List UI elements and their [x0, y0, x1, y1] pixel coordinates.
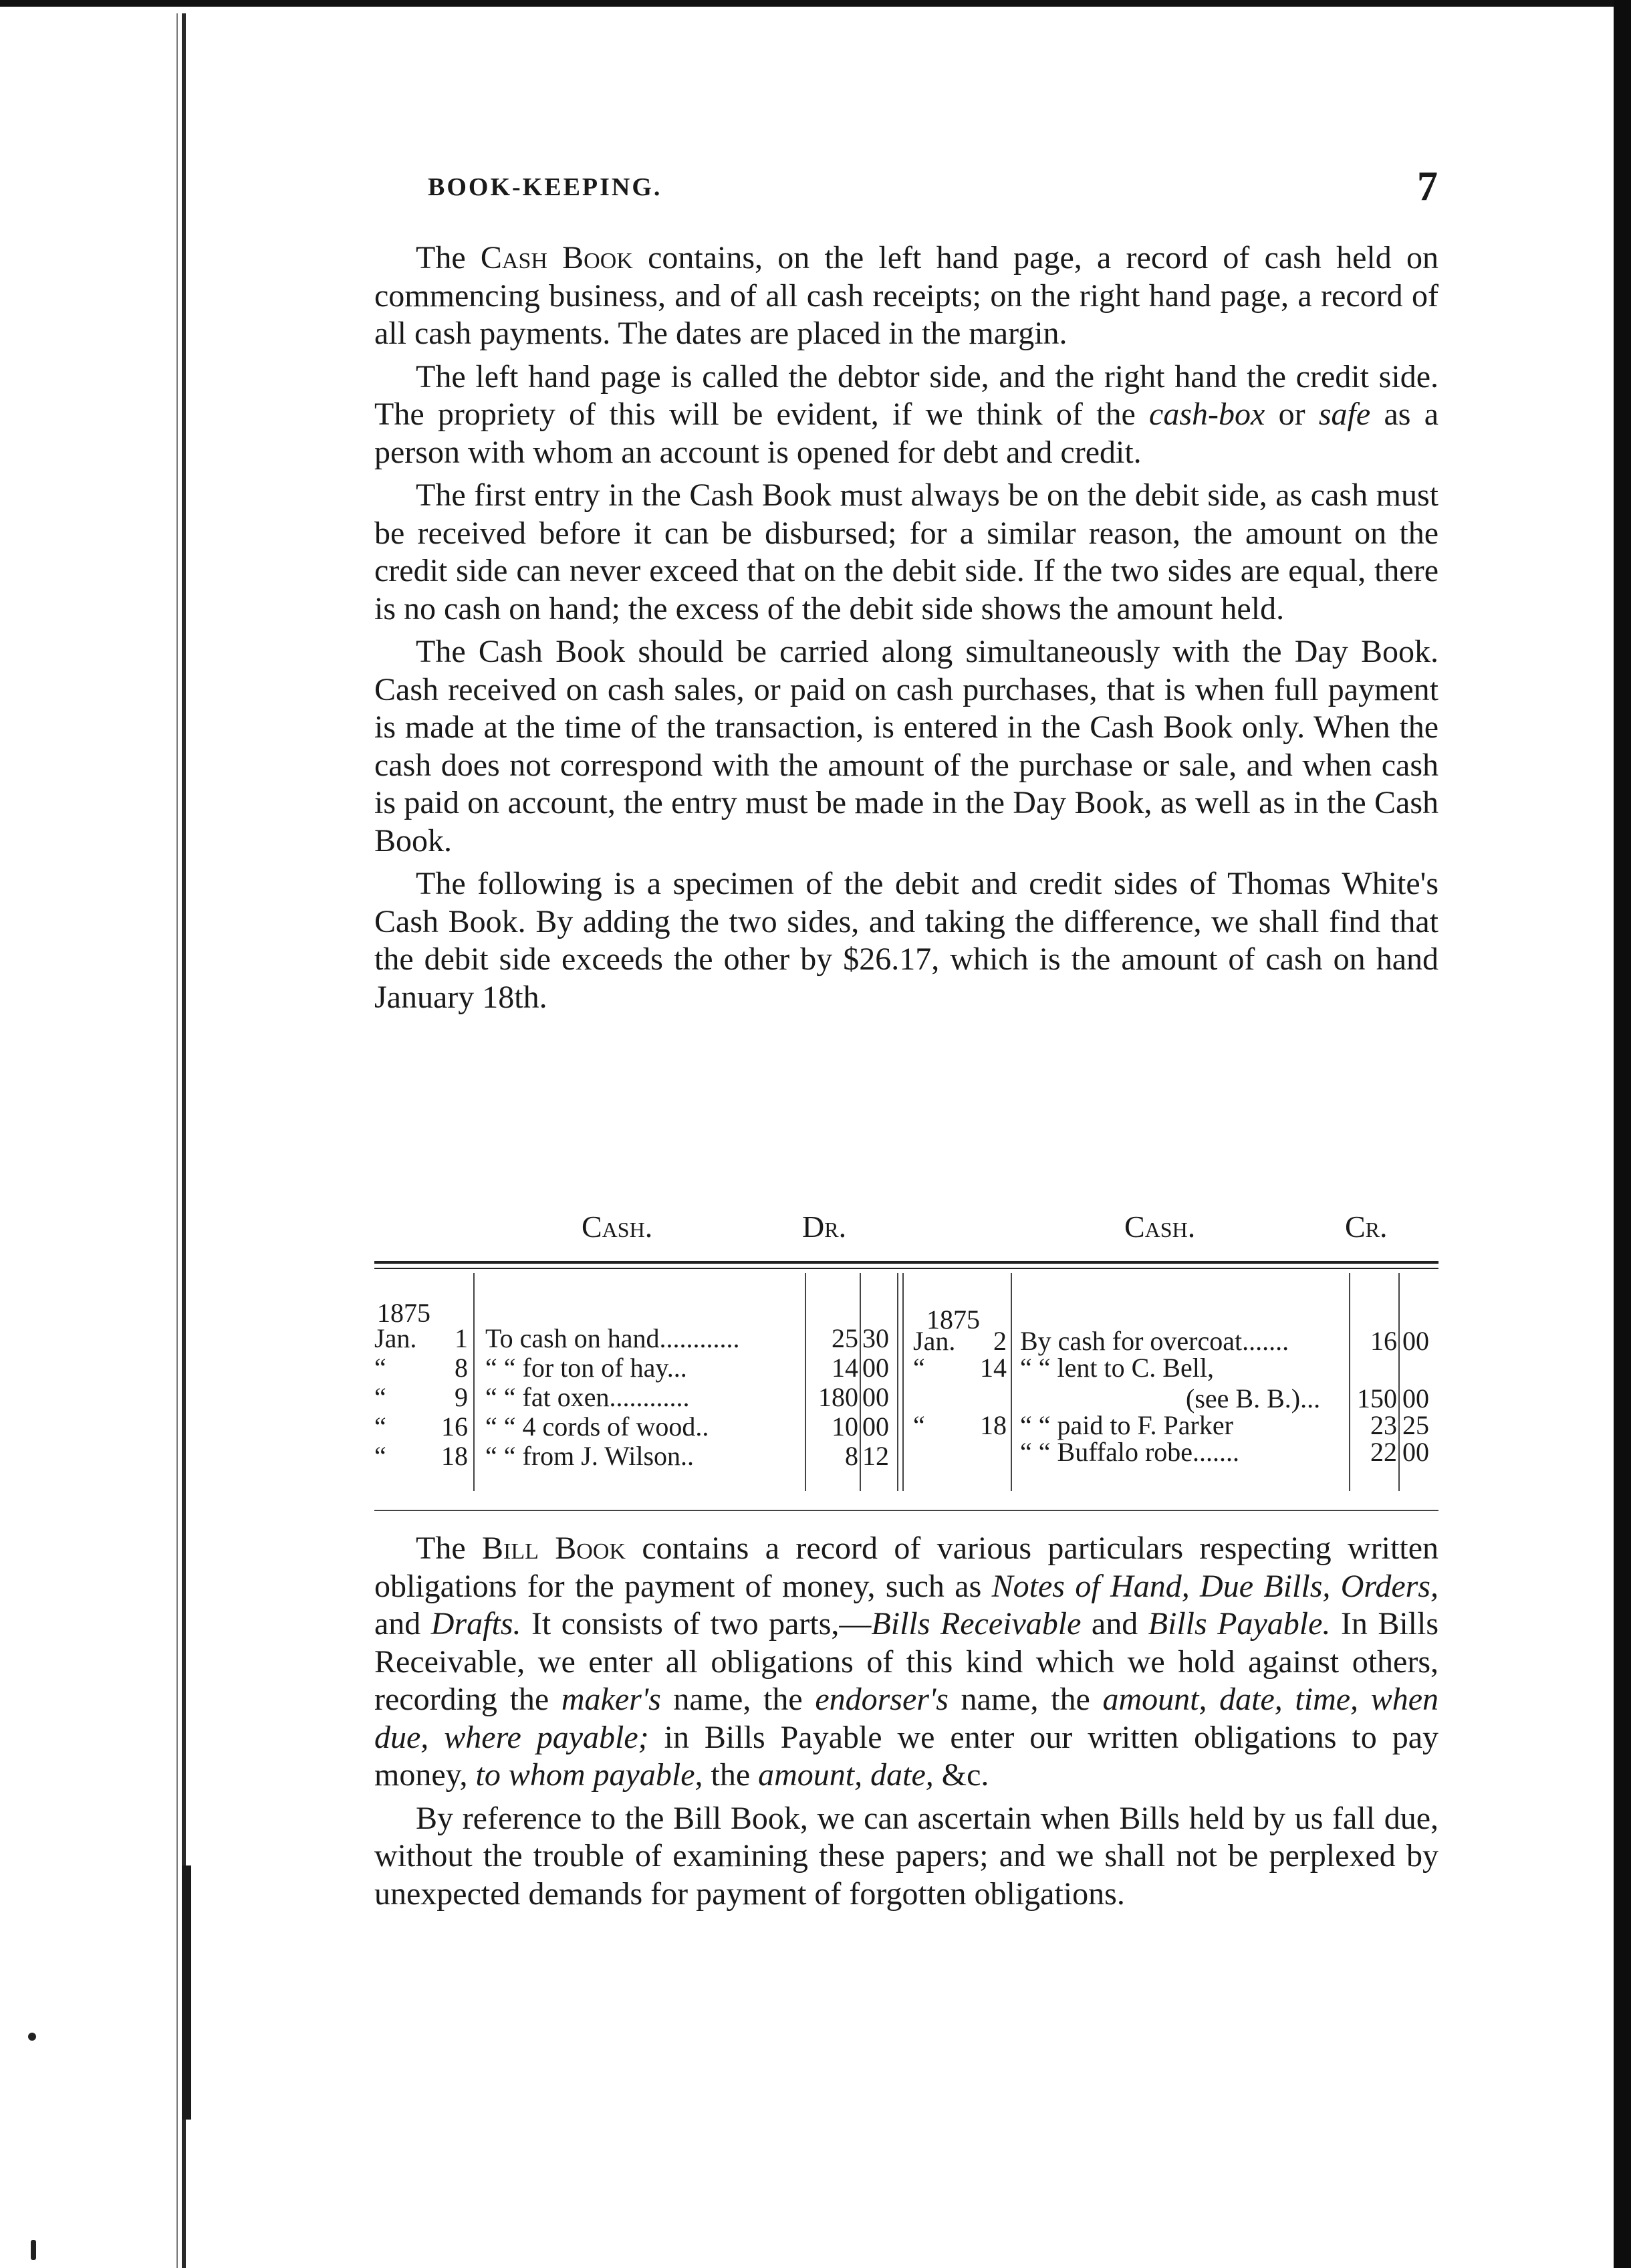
- text-run: in Bills Payable we enter our written obligations to pay money,: [374, 1719, 1438, 1793]
- text-run: Bill Book: [482, 1530, 626, 1566]
- debit-dollars: 180: [818, 1382, 858, 1412]
- debit-cents: 30: [862, 1323, 889, 1353]
- text-run: Notes of Hand, Due Bills, Orders,: [991, 1568, 1438, 1604]
- binding-shadow: [182, 1865, 191, 2120]
- scan-edge-right: [1614, 0, 1631, 2268]
- debit-description: “ “ for ton of hay...: [485, 1353, 687, 1383]
- column-rule: [1398, 1273, 1400, 1491]
- debit-cents: 12: [862, 1441, 889, 1471]
- paragraph-p1: [374, 239, 1438, 353]
- credit-description: “ “ Buffalo robe.......: [1020, 1437, 1240, 1467]
- column-rule: [902, 1273, 904, 1491]
- text-run: Bills Receivable: [871, 1606, 1082, 1641]
- credit-month: “: [913, 1353, 925, 1383]
- paragraph-p7: [374, 1800, 1438, 1914]
- text-run: and: [1081, 1606, 1148, 1641]
- paragraph-p4: [374, 633, 1438, 860]
- debit-day: 16: [441, 1411, 468, 1442]
- text-run: It consists of two parts,—: [521, 1606, 872, 1641]
- debit-description: To cash on hand............: [485, 1323, 740, 1353]
- credit-heading: Cash.: [1124, 1210, 1196, 1244]
- credit-cents: 00: [1402, 1383, 1429, 1413]
- credit-dollars: 22: [1370, 1437, 1397, 1467]
- credit-label: Cr.: [1345, 1210, 1388, 1244]
- debit-year: 1875: [377, 1298, 430, 1328]
- scan-speck: [31, 2240, 36, 2260]
- debit-dollars: 10: [832, 1411, 858, 1442]
- running-head-title: BOOK-KEEPING.: [428, 173, 662, 201]
- text-run: The: [416, 240, 481, 275]
- text-run: or: [1265, 396, 1319, 432]
- text-run: name, the: [948, 1682, 1103, 1717]
- ledger-rule-top-double: [374, 1268, 1438, 1269]
- text-run: contains a record of various particulars respecting written obligations for the payment of money, such as: [374, 1530, 1438, 1604]
- debit-dollars: 14: [832, 1353, 858, 1383]
- text-run: By reference to the Bill Book, we can ascertain when Bills held by us fall due, without the trouble of examining these papers; and we shall not be perplexed by unexpected demands for payment of forgotten obligations.: [374, 1800, 1438, 1912]
- text-run: maker's: [561, 1682, 661, 1717]
- credit-dollars: 150: [1357, 1383, 1397, 1413]
- column-rule: [805, 1273, 806, 1491]
- body-text-bottom: [374, 1530, 1438, 1918]
- credit-cents: 00: [1402, 1326, 1429, 1356]
- text-run: amount, date, time, when due, where payable;: [374, 1682, 1439, 1755]
- credit-day: 18: [980, 1410, 1007, 1440]
- credit-cents: 00: [1402, 1437, 1429, 1467]
- column-rule: [1349, 1273, 1350, 1491]
- column-rule: [860, 1273, 861, 1491]
- text-run: endorser's: [815, 1682, 949, 1717]
- text-run: as a person with whom an account is opened for debt and credit.: [374, 396, 1439, 470]
- credit-description: By cash for overcoat.......: [1020, 1326, 1289, 1356]
- debit-description: “ “ from J. Wilson..: [485, 1441, 695, 1471]
- debit-dollars: 25: [832, 1323, 858, 1353]
- debit-month: “: [374, 1382, 386, 1412]
- debit-cents: 00: [862, 1411, 889, 1442]
- text-run: name, the: [660, 1682, 816, 1717]
- debit-day: 8: [455, 1353, 468, 1383]
- paragraph-p2: [374, 358, 1438, 472]
- text-run: The: [416, 1530, 483, 1566]
- text-run: amount, date,: [758, 1757, 934, 1793]
- debit-cents: 00: [862, 1382, 889, 1412]
- text-run: cash-box: [1149, 396, 1265, 432]
- ledger-rule-top: [374, 1261, 1438, 1264]
- debit-heading: Cash.: [582, 1210, 653, 1244]
- credit-month: Jan.: [913, 1326, 956, 1356]
- text-run: The first entry in the Cash Book must always be on the debit side, as cash must be received before it can be disbursed; for a similar reason, the amount on the credit side can never exceed that on the debit side. If the two sides are equal, there is no cash on hand; the excess of the debit side shows the amount held.: [374, 477, 1438, 627]
- body-text-top: [374, 239, 1438, 1022]
- debit-day: 9: [455, 1382, 468, 1412]
- credit-description: “ “ lent to C. Bell,: [1020, 1353, 1214, 1383]
- credit-year: 1875: [926, 1305, 980, 1335]
- text-run: &c.: [933, 1757, 989, 1793]
- text-run: Drafts.: [430, 1606, 521, 1641]
- debit-month: “: [374, 1411, 386, 1442]
- debit-description: “ “ fat oxen............: [485, 1382, 690, 1412]
- credit-dollars: 23: [1370, 1410, 1397, 1440]
- ledger-heading: [374, 1209, 1438, 1249]
- ledger-rule-bottom: [374, 1510, 1438, 1511]
- text-run: to whom payable,: [475, 1757, 703, 1793]
- credit-day: 14: [980, 1353, 1007, 1383]
- text-run: The left hand page is called the debtor side, and the right hand the credit side. The propriety of this will be evident, if we think of the: [374, 358, 1438, 432]
- column-rule: [897, 1273, 898, 1491]
- credit-dollars: 16: [1370, 1326, 1397, 1356]
- debit-description: “ “ 4 cords of wood..: [485, 1411, 709, 1442]
- debit-cents: 00: [862, 1353, 889, 1383]
- paragraph-p3: [374, 477, 1438, 628]
- credit-cents: 25: [1402, 1410, 1429, 1440]
- credit-description: “ “ paid to F. Parker: [1020, 1410, 1233, 1440]
- text-run: safe: [1318, 396, 1371, 432]
- text-run: Cash Book: [480, 240, 633, 275]
- text-run: and: [374, 1606, 431, 1641]
- debit-month: “: [374, 1441, 386, 1471]
- credit-day: 2: [993, 1326, 1007, 1356]
- debit-day: 1: [455, 1323, 468, 1353]
- credit-description: (see B. B.)...: [1186, 1383, 1321, 1413]
- cash-book-ledger: [374, 1261, 1438, 1515]
- column-rule: [473, 1273, 475, 1491]
- page-number: 7: [1417, 164, 1438, 209]
- scan-speck: [28, 2033, 36, 2041]
- text-run: In Bills Receivable, we enter all obligations of this kind which we hold against others, recording the: [374, 1606, 1439, 1717]
- text-run: the: [703, 1757, 759, 1793]
- column-rule: [1011, 1273, 1012, 1491]
- text-run: Bills Payable.: [1148, 1606, 1331, 1641]
- text-run: The following is a specimen of the debit and credit sides of Thomas White's Cash Book. By adding the two sides, and taking the difference, we shall find that the debit side exceeds the other by $26.17, which is the amount of cash on hand January 18th.: [374, 866, 1438, 1015]
- debit-month: Jan.: [374, 1323, 417, 1353]
- binding-gutter-thin: [176, 13, 178, 2268]
- debit-label: Dr.: [802, 1210, 847, 1244]
- paragraph-p5: [374, 865, 1438, 1016]
- paragraph-p6: [374, 1530, 1438, 1795]
- debit-dollars: 8: [845, 1441, 858, 1471]
- text-run: The Cash Book should be carried along simultaneously with the Day Book. Cash received on cash sales, or paid on cash purchases, that is when full payment is made at the time of the transaction, is entered in the Cash Book only. When the cash does not correspond with the amount of the purchase or sale, and when cash is paid on account, the entry must be made in the Day Book, as well as in the Cash Book.: [374, 634, 1438, 859]
- scan-edge-top: [0, 0, 1631, 7]
- debit-month: “: [374, 1353, 386, 1383]
- credit-month: “: [913, 1410, 925, 1440]
- text-run: contains, on the left hand page, a record of cash held on commencing business, and of all cash receipts; on the right hand page, a record of all cash payments. The dates are placed in the margin.: [374, 240, 1438, 351]
- debit-day: 18: [441, 1441, 468, 1471]
